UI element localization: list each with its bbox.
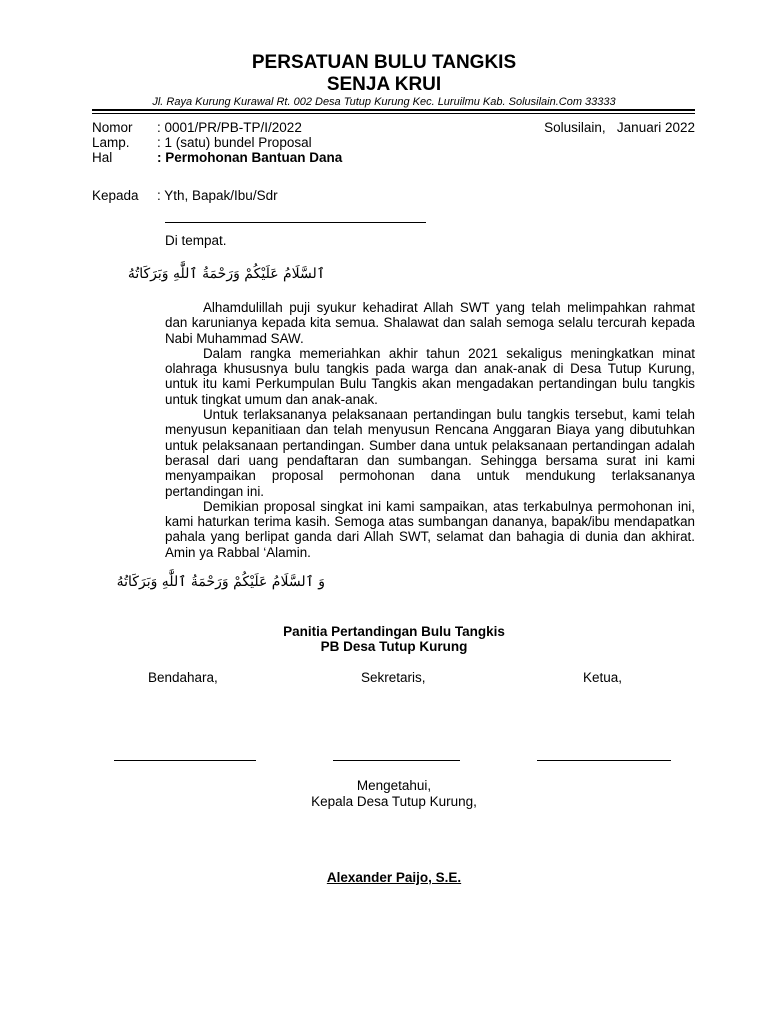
sekretaris-signature-line <box>333 760 460 761</box>
ketua-label: Ketua, <box>583 670 623 685</box>
mengetahui-label: Mengetahui, <box>356 778 432 793</box>
paragraph-3: Untuk terlaksananya pelaksanaan pertandingan bulu tangkis tersebut, kami telah menyusun kepanitiaan dan telah menyusun Rencana Anggaran Biaya yang dibutuhkan untuk pelaksanaan pertandingan. Sumber dana untuk pelaksanaan pertandingan adalah berasal dari uang pendaftaran dan sumbangan. Sehingga bersama surat ini kami menyampaikan proposal permohonan dana untuk mendukung terlaksananya pertandingan ini. <box>165 407 695 499</box>
hal-value: : Permohonan Bantuan Dana <box>157 150 343 165</box>
ketua-signature-line <box>537 760 671 761</box>
approver-name: Alexander Paijo, S.E. <box>326 870 462 885</box>
letterhead-rule-thin <box>92 113 695 114</box>
org-address: Jl. Raya Kurung Kurawal Rt. 002 Desa Tutup Kurung Kec. Luruilmu Kab. Solusilain.Com 33333 <box>152 96 616 108</box>
org-subname: SENJA KRUI <box>326 74 442 95</box>
approver-role: Kepala Desa Tutup Kurung, <box>311 794 477 809</box>
paragraph-4: Demikian proposal singkat ini kami sampaikan, atas terkabulnya permohonan ini, kami haturkan terima kasih. Semoga atas sumbangan dananya, bapak/ibu mendapatkan pahala yang berlipat ganda dari Allah SWT, selamat dan bahagia di dunia dan akhirat. Amin ya Rabbal ‘Alamin. <box>165 498 695 560</box>
sekretaris-label: Sekretaris, <box>361 670 426 685</box>
place-date: Solusilain, Januari 2022 <box>544 120 695 135</box>
nomor-label: Nomor <box>92 120 133 135</box>
bendahara-label: Bendahara, <box>148 670 218 685</box>
lamp-value: : 1 (satu) bundel Proposal <box>157 135 312 150</box>
committee-line1: Panitia Pertandingan Bulu Tangkis <box>283 624 505 639</box>
greeting-close: وَ ٱلسَّلَامُ عَلَيْكُمْ وَرَحْمَةُ ٱللَّٰهِ وَبَرَكَاتُهُ <box>116 574 325 590</box>
org-name: PERSATUAN BULU TANGKIS <box>251 52 517 73</box>
kepada-value: : Yth, Bapak/Ibu/Sdr <box>157 188 278 203</box>
di-tempat: Di tempat. <box>165 233 227 248</box>
paragraph-2: Dalam rangka memeriahkan akhir tahun 2021 sekaligus meningkatkan minat olahraga khususnya bulu tangkis pada warga dan anak-anak di Desa Tutup Kurung, untuk itu kami Perkumpulan Bulu Tangkis akan mengadakan pertandingan bulu tangkis untuk tingkat umum dan anak-anak. <box>165 345 695 407</box>
paragraph-1: Alhamdulillah puji syukur kehadirat Allah SWT yang telah melimpahkan rahmat dan karunianya kepada kita semua. Shalawat dan salah semoga selalu tercurah kepada Nabi Muhammad SAW. <box>165 300 695 346</box>
committee-line2: PB Desa Tutup Kurung <box>320 639 468 654</box>
kepada-label: Kepada <box>92 188 139 203</box>
nomor-value: : 0001/PR/PB-TP/I/2022 <box>157 120 302 135</box>
letter-body <box>165 300 695 560</box>
letterhead-rule-thick <box>92 109 695 111</box>
recipient-blank-line <box>165 222 426 223</box>
hal-label: Hal <box>92 150 113 165</box>
greeting-open: ٱلسَّلَامُ عَلَيْكُمْ وَرَحْمَةُ ٱللَّٰهِ وَبَرَكَاتُهُ <box>127 266 325 282</box>
bendahara-signature-line <box>114 760 256 761</box>
lamp-label: Lamp. <box>92 135 130 150</box>
